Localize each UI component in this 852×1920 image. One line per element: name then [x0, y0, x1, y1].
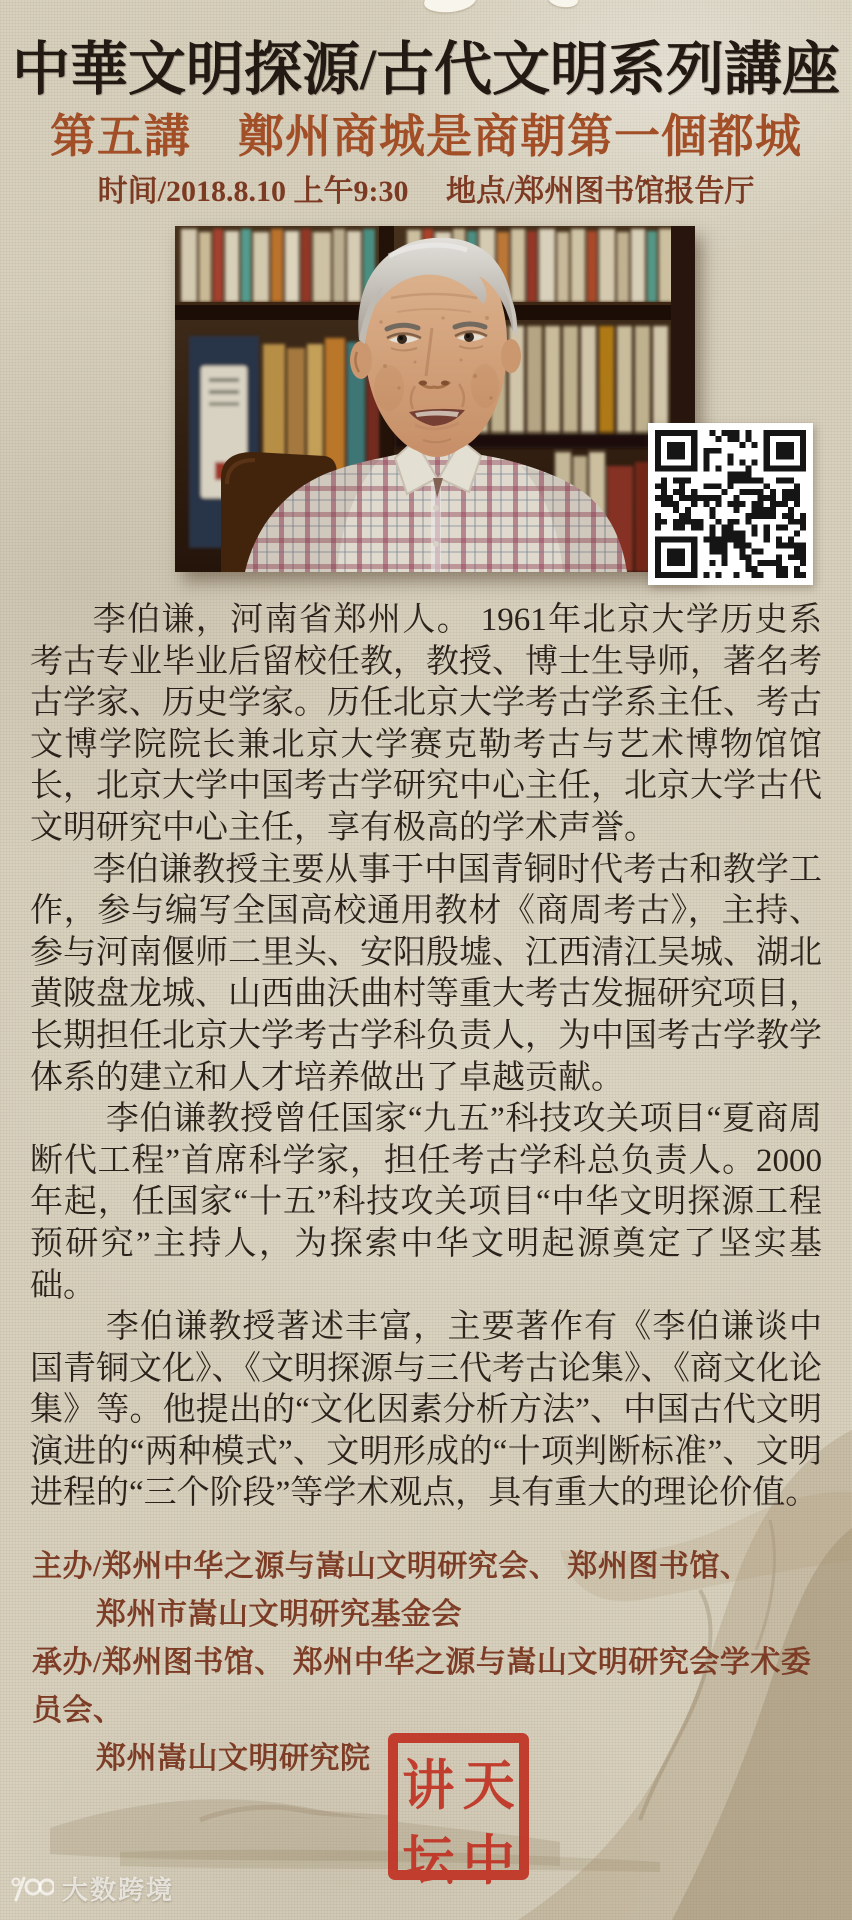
speaker-photo	[175, 226, 695, 572]
paper-chip	[547, 0, 579, 9]
host-line-1: 主办/郑州中华之源与嵩山文明研究会、 郑州图书馆、	[32, 1550, 751, 1583]
bio-paragraph-1: 李伯谦，河南省郑州人。 1961年北京大学历史系考古专业毕业后留校任教，教授、博士生导师，著名考古学家、历史学家。历任北京大学考古学系主任、考古文博学院院长兼北京大学赛克勒考古与艺术博物馆馆长，北京大学中国考古学研究中心主任，北京大学古代文明研究中心主任，享有极高的学术声誉。	[30, 602, 822, 846]
time-location-line	[0, 166, 852, 210]
seal-char: 坛	[402, 1832, 455, 1892]
bio-paragraph-4: 李伯谦教授著述丰富，主要著作有《李伯谦谈中国青铜文化》、《文明探源与三代考古论集》、《商文化论集》等。他提出的“文化因素分析方法”、中国古代文明演进的“两种模式”、文明形成的“十项判断标准”、文明进程的“三个阶段”等学术观点，具有重大的理论价值。	[30, 1309, 822, 1512]
seal-char: 讲	[402, 1757, 455, 1817]
time-label: 时间/2018.8.10 上午9:30	[97, 175, 409, 208]
tianzhong-forum-seal	[388, 1733, 529, 1892]
speaker-bio	[30, 600, 822, 1515]
seal-char: 中	[462, 1832, 515, 1892]
paper-chip	[423, 0, 477, 15]
speaker-portrait-illustration	[175, 226, 695, 572]
watermark-logo-icon	[10, 1874, 54, 1904]
host-line-2: 郑州市嵩山文明研究基金会	[96, 1598, 462, 1631]
bio-paragraph-3: 李伯谦教授曾任国家“九五”科技攻关项目“夏商周断代工程”首席科学家，担任考古学科总负责人。2000年起，任国家“十五”科技攻关项目“中华文明探源工程预研究”主持人，为探索中华文明起源奠定了坚实基础。	[30, 1101, 822, 1304]
qr-code-pattern	[655, 430, 806, 578]
lecture-title: 第五講 鄭州商城是商朝第一個都城	[50, 111, 802, 162]
qr-code	[648, 423, 813, 585]
bio-paragraph-2: 李伯谦教授主要从事于中国青铜时代考古和教学工作，参与编写全国高校通用教材《商周考古》，主持、参与河南偃师二里头、安阳殷墟、江西清江吴城、湖北黄陂盘龙城、山西曲沃曲村等重大考古发掘研究项目，长期担任北京大学考古学科负责人，为中国考古学教学体系的建立和人才培养做出了卓越贡献。	[30, 851, 822, 1096]
location-label: 地点/郑州图书馆报告厅	[445, 175, 755, 208]
undertaker-line-2: 郑州嵩山文明研究院	[96, 1742, 371, 1775]
undertaker-line-1: 承办/郑州图书馆、 郑州中华之源与嵩山文明研究会学术委员会、	[32, 1646, 812, 1727]
series-title: 中華文明探源/古代文明系列講座	[11, 37, 841, 102]
seal-char: 天	[462, 1757, 515, 1817]
watermark-text: 大数跨境	[62, 1875, 175, 1905]
watermark	[10, 1870, 174, 1907]
